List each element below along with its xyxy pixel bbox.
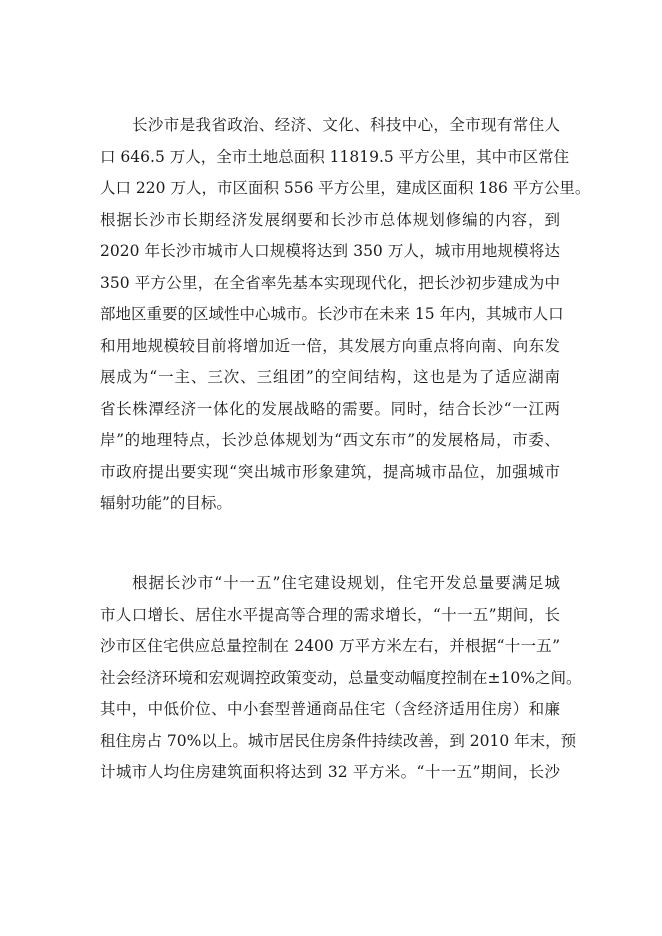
paragraph-line: 其中，中低价位、中小套型普通商品住宅（含经济适用住房）和廉 xyxy=(100,700,560,718)
paragraph-line: 辐射功能”的目标。 xyxy=(100,494,232,512)
paragraph-line: 沙市区住宅供应总量控制在 2400 万平方米左右，并根据“十一五” xyxy=(100,637,560,655)
paragraph-line: 省长株潭经济一体化的发展战略的需要。同时，结合长沙“一江两 xyxy=(100,399,560,418)
paragraph-line: 根据长沙市长期经济发展纲要和长沙市总体规划修编的内容，到 xyxy=(100,210,560,229)
paragraph-line: 和用地规模较目前将增加近一倍，其发展方向重点将向南、向东发 xyxy=(100,336,560,355)
paragraph-line: 口 646.5 万人，全市土地总面积 11819.5 平方公里，其中市区常住 xyxy=(100,147,570,166)
paragraph-line: 租住房占 70%以上。城市居民住房条件持续改善，到 2010 年末，预 xyxy=(100,731,577,750)
paragraph-1 xyxy=(100,110,591,520)
paragraph-line: 展成为“一主、三次、三组团”的空间结构，这也是为了适应湖南 xyxy=(100,368,560,386)
paragraph-line: 计城市人均住房建筑面积将达到 32 平方米。“十一五”期间，长沙 xyxy=(100,763,560,781)
paragraph-line: 长沙市是我省政治、经济、文化、科技中心，全市现有常住人 xyxy=(132,116,560,134)
paragraph-2 xyxy=(100,568,582,789)
paragraph-line: 岸”的地理特点，长沙总体规划为“西文东市”的发展格局，市委、 xyxy=(100,431,560,449)
paragraph-line: 社会经济环境和宏观调控政策变动，总量变动幅度控制在±10%之间。 xyxy=(100,668,582,687)
paragraph-line: 部地区重要的区域性中心城市。长沙市在未来 15 年内，其城市人口 xyxy=(100,305,564,323)
paragraph-line: 根据长沙市“十一五”住宅建设规划，住宅开发总量要满足城 xyxy=(132,574,560,592)
paragraph-line: 人口 220 万人，市区面积 556 平方公里，建成区面积 186 平方公里。 xyxy=(100,179,591,197)
paragraph-line: 350 平方公里，在全省率先基本实现现代化，把长沙初步建成为中 xyxy=(100,273,560,292)
paragraph-line: 2020 年长沙市城市人口规模将达到 350 万人，城市用地规模将达 xyxy=(100,242,560,260)
paragraph-line: 市人口增长、居住水平提高等合理的需求增长，“十一五”期间，长 xyxy=(100,605,560,624)
paragraph-line: 市政府提出要实现“突出城市形象建筑，提高城市品位，加强城市 xyxy=(100,462,560,481)
